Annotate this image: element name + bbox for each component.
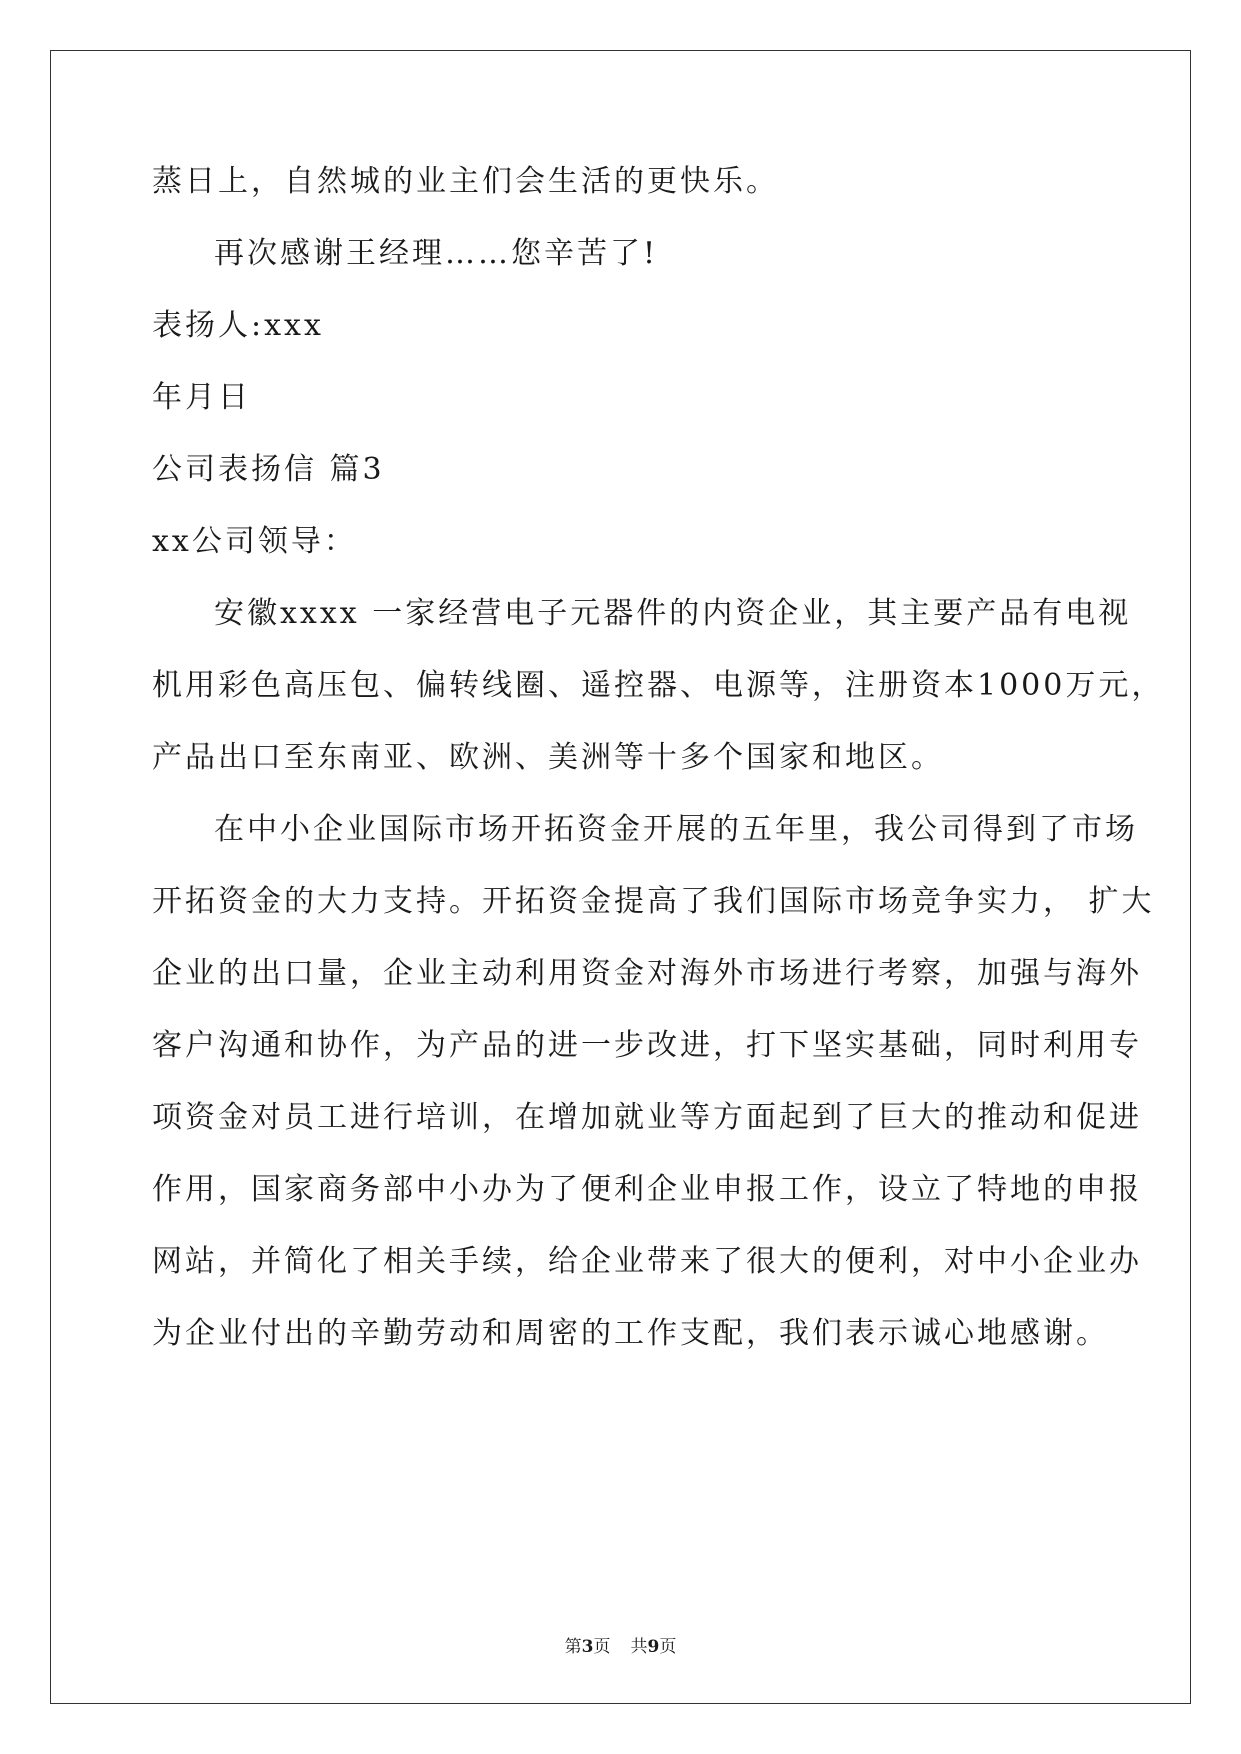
page-border xyxy=(50,50,1191,1704)
text-line: 机用彩色高压包、偏转线圈、遥控器、电源等，注册资本1000万元， xyxy=(152,668,1165,703)
page-suffix: 页 xyxy=(593,1637,611,1657)
signature-line: 表扬人:xxx xyxy=(152,308,324,343)
text-line: 客户沟通和协作，为产品的进一步改进，打下坚实基础，同时利用专 xyxy=(152,1028,1142,1063)
total-prefix: 共 xyxy=(630,1637,648,1657)
text-line: 蒸日上，自然城的业主们会生活的更快乐。 xyxy=(152,164,779,199)
text-line: 为企业付出的辛勤劳动和周密的工作支配，我们表示诚心地感谢。 xyxy=(152,1316,1109,1351)
text-line: 网站，并简化了相关手续，给企业带来了很大的便利，对中小企业办 xyxy=(152,1244,1142,1279)
text-line: 安徽xxxx 一家经营电子元器件的内资企业，其主要产品有电视 xyxy=(214,596,1132,631)
text-line: 产品出口至东南亚、欧洲、美洲等十多个国家和地区。 xyxy=(152,740,944,775)
text-line: 项资金对员工进行培训，在增加就业等方面起到了巨大的推动和促进 xyxy=(152,1100,1142,1135)
text-line: 作用，国家商务部中小办为了便利企业申报工作，设立了特地的申报 xyxy=(152,1172,1142,1207)
text-line: 再次感谢王经理……您辛苦了! xyxy=(214,236,659,271)
text-line: 开拓资金的大力支持。开拓资金提高了我们国际市场竞争实力， 扩大 xyxy=(152,884,1155,919)
date-line: 年月日 xyxy=(152,380,251,415)
page-total: 9 xyxy=(647,1637,660,1657)
page-footer xyxy=(0,1636,1241,1658)
total-suffix: 页 xyxy=(659,1637,677,1657)
section-heading: 公司表扬信 篇3 xyxy=(152,452,385,487)
text-line: 企业的出口量，企业主动利用资金对海外市场进行考察，加强与海外 xyxy=(152,956,1142,991)
salutation: xx公司领导： xyxy=(152,524,357,559)
page-current: 3 xyxy=(581,1637,594,1657)
page-prefix: 第 xyxy=(564,1637,582,1657)
text-line: 在中小企业国际市场开拓资金开展的五年里，我公司得到了市场 xyxy=(214,812,1138,847)
